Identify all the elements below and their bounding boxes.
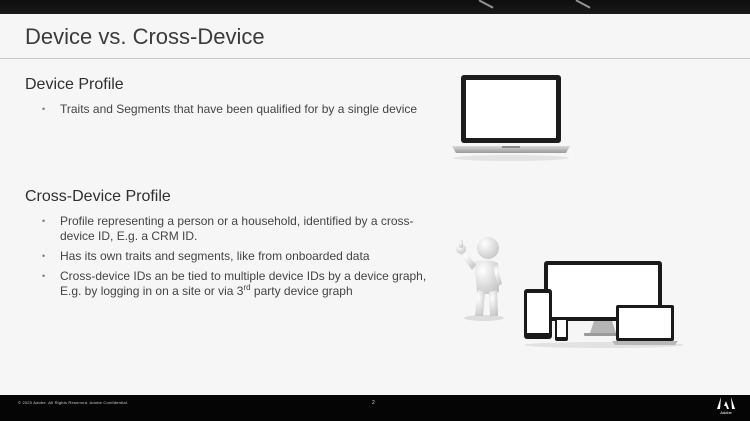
footer-page-number: 2 [372,400,375,406]
cross-device-profile-bullets [40,214,435,304]
slide-footer [0,395,750,421]
device-profile-bullets [40,102,440,122]
adobe-logo-icon [716,396,736,418]
bullet-text: Profile representing a person or a household, identified by a cross-device ID, E.g. a CRM ID. [60,214,414,243]
thumbs-up-person-icon [452,232,512,322]
laptop-icon [450,70,575,170]
bullet-item [40,269,435,299]
bullet-item [40,214,435,244]
multi-device-icon [520,259,690,349]
bullet-item [40,249,435,264]
slide [0,14,750,395]
adobe-logo-mark [716,396,736,410]
bullet-text: Traits and Segments that have been qualified for by a single device [60,102,418,116]
slide-title: Device vs. Cross-Device [25,24,265,49]
bullet-item [40,102,440,117]
superscript-ordinal: rd [243,283,251,292]
bullet-text [60,269,426,298]
bullet-text: Has its own traits and segments, like from onboarded data [60,249,370,263]
adobe-logo-text: Adobe [720,410,732,415]
glint-mark [575,0,590,9]
video-top-bar [0,0,750,14]
footer-copyright: © 2020 Adobe. All Rights Reserved. Adobe Confidential. [18,400,129,405]
bullet-text-part: party device graph [250,284,353,298]
cross-device-profile-heading: Cross-Device Profile [25,188,171,205]
bullet-text-part: Cross-device IDs an be tied to multiple device IDs by a device graph, E.g. by logging in on a site or via 3 [60,269,427,298]
glint-mark [478,0,493,9]
title-divider [0,58,750,59]
device-profile-heading: Device Profile [25,76,124,93]
